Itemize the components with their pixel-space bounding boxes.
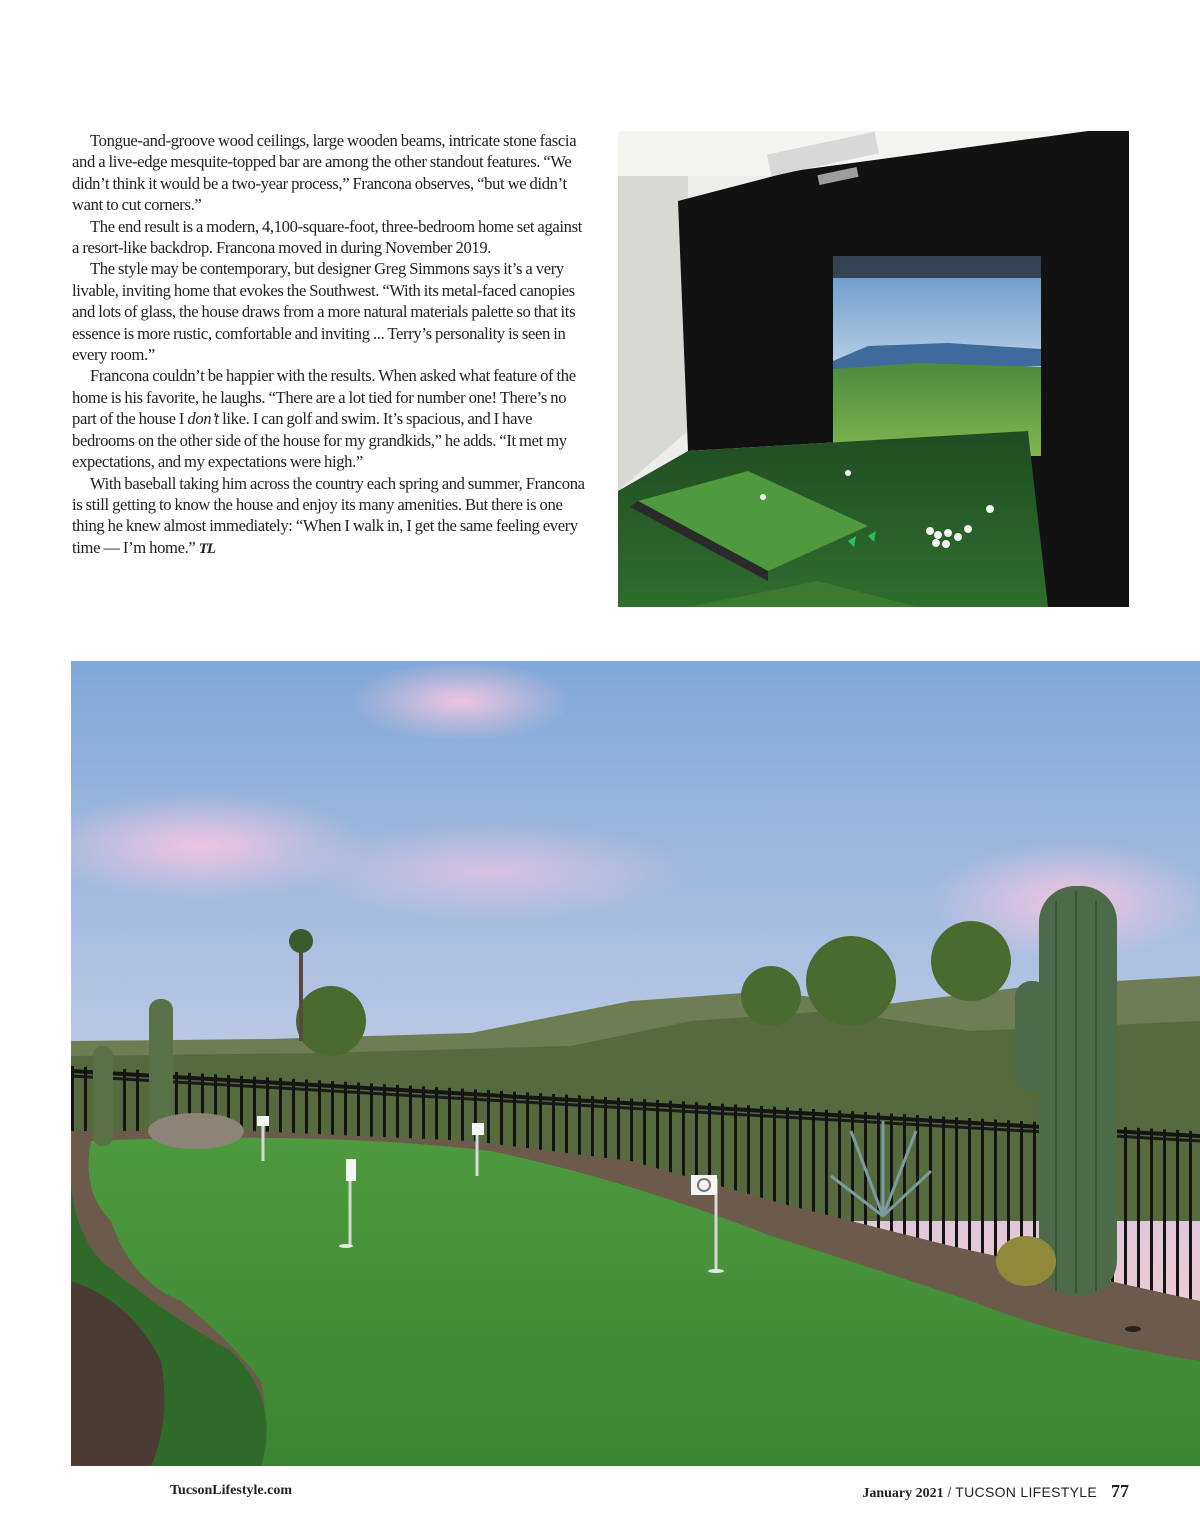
paragraph-1: Tongue-and-groove wood ceilings, large wooden beams, intricate stone fascia and a live-edge mesquite-topped bar are among the other standout features. “We didn’t think it would be a two-year process,” Francona observes, “but we didn’t want to cut corners.”: [72, 131, 577, 215]
article-body: [72, 130, 586, 560]
end-mark: TL: [198, 540, 216, 557]
footer-separator: /: [943, 1484, 956, 1500]
paragraph-2: The end result is a modern, 4,100-square-foot, three-bedroom home set against a resort-like backdrop. Francona moved in during November 2019.: [72, 216, 582, 258]
page-number: 77: [1111, 1481, 1129, 1501]
paragraph-5: [72, 473, 586, 561]
paragraph-3: The style may be contemporary, but designer Greg Simmons says it’s a very livable, inviting home that evokes the Southwest. “With its metal-faced canopies and lots of glass, the house draws from a more natural materials palette so that its essence is more rustic, comfortable and inviting ... Terry’s personality is seen in every room.”: [72, 259, 576, 365]
putting-green-photo: [71, 661, 1200, 1466]
paragraph-4-end: like. I can golf and swim. It’s spacious, and I have bedrooms on the other side of the house for my grandkids,” he adds. “It met my expectations, and my expectations were high.”: [72, 409, 567, 472]
golf-simulator-photo: [618, 131, 1129, 607]
paragraph-4: [72, 365, 586, 472]
paragraph-4-start: Francona couldn’t be happier with the results. When asked what feature of the home is his favorite, he laughs. “There are a lot tied for number one! There’s no part of the house I: [72, 366, 576, 429]
paragraph-5-text: With baseball taking him across the country each spring and summer, Francona is still getting to know the house and enjoy its many amenities. But there is one thing he knew almost immediately: “When I walk in, I get the same feeling every time — I’m home.”: [72, 473, 585, 557]
magazine-name: TUCSON LIFESTYLE: [955, 1484, 1097, 1500]
footer-website: TucsonLifestyle.com: [170, 1483, 292, 1498]
emphasis-dont: don’t: [187, 409, 219, 429]
issue-date: January 2021: [862, 1486, 944, 1501]
page-footer: [862, 1481, 1129, 1502]
